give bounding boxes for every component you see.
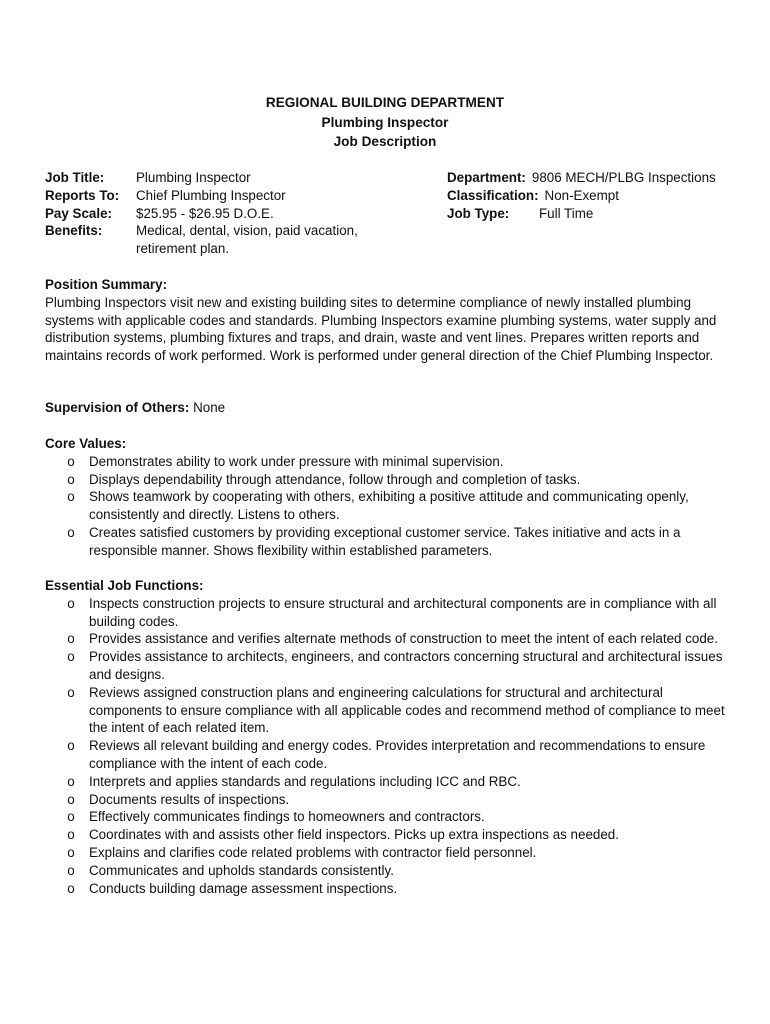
list-item-text: Inspects construction projects to ensure structural and architectural components are in compliance with all building codes. <box>89 595 717 629</box>
bullet-icon: o <box>67 471 75 487</box>
list-item-text: Provides assistance to architects, engineers, and contractors concerning structural and architectural issues and designs. <box>89 649 723 682</box>
info-value: Plumbing Inspector <box>136 170 251 185</box>
list-item <box>45 453 730 471</box>
list-item <box>45 737 730 773</box>
bullet-icon: o <box>67 862 75 878</box>
list-item-text: Shows teamwork by cooperating with others, exhibiting a positive attitude and communicating openly, consistently and directly. Listens to others. <box>89 489 689 523</box>
info-row-reports-to <box>45 187 425 205</box>
job-title-heading: Plumbing Inspector <box>321 114 449 130</box>
supervision-label: Supervision of Others: <box>45 400 190 415</box>
list-item-text: Displays dependability through attendance, follow through and completion of tasks. <box>89 471 581 487</box>
list-item <box>45 844 730 862</box>
core-values-title: Core Values: <box>45 436 127 451</box>
info-value: Non-Exempt <box>544 187 619 203</box>
info-value: Chief Plumbing Inspector <box>136 187 286 203</box>
info-value: $25.95 - $26.95 D.O.E. <box>136 205 274 221</box>
bullet-icon: o <box>67 844 75 860</box>
list-item-text: Communicates and upholds standards consistently. <box>89 862 394 878</box>
essential-functions-section <box>45 577 730 897</box>
info-row-benefits <box>45 222 425 258</box>
organization-name: REGIONAL BUILDING DEPARTMENT <box>265 95 505 110</box>
position-summary-text: Plumbing Inspectors visit new and existing building sites to determine compliance of newly installed plumbing systems with applicable codes and standards. Plumbing Inspectors examine plumbing systems, water supply and distribution systems, plumbing fixtures and traps, and drain, waste and vent lines. Prepares written reports and maintains records of work performed. Work is performed under general direction of the Chief Plumbing Inspector. <box>45 294 717 364</box>
list-item <box>45 773 730 791</box>
list-item-text: Reviews assigned construction plans and engineering calculations for structural and architectural components to ensure compliance with all applicable codes and recommend method of compliance to meet the intent of each related item. <box>89 684 725 736</box>
list-item-text: Demonstrates ability to work under pressure with minimal supervision. <box>89 453 504 469</box>
info-label: Pay Scale: <box>45 205 112 221</box>
bullet-icon: o <box>67 738 75 754</box>
core-values-list <box>45 453 730 560</box>
list-item-text: Conducts building damage assessment inspections. <box>89 880 398 896</box>
info-row-job-type <box>447 205 757 223</box>
list-item-text: Effectively communicates findings to homeowners and contractors. <box>89 809 485 825</box>
bullet-icon: o <box>67 453 75 469</box>
info-label: Benefits: <box>45 223 103 239</box>
list-item-text: Interprets and applies standards and regulations including ICC and RBC. <box>89 773 521 789</box>
list-item <box>45 791 730 809</box>
info-label: Classification: <box>447 187 539 203</box>
position-summary-title: Position Summary: <box>45 277 168 292</box>
document-subtitle: Job Description <box>333 134 437 149</box>
list-item-text: Explains and clarifies code related problems with contractor field personnel. <box>89 844 537 860</box>
document-header <box>0 93 770 152</box>
list-item <box>45 595 730 631</box>
bullet-icon: o <box>67 809 75 825</box>
bullet-icon: o <box>67 791 75 807</box>
bullet-icon: o <box>67 524 75 540</box>
list-item-text: Documents results of inspections. <box>89 791 290 807</box>
info-value: 9806 MECH/PLBG Inspections <box>531 170 716 185</box>
list-item-text: Provides assistance and verifies alternate methods of construction to meet the intent of each related code. <box>89 631 718 647</box>
list-item-text: Reviews all relevant building and energy codes. Provides interpretation and recommendations to ensure compliance with the intent of each code. <box>89 738 706 771</box>
bullet-icon: o <box>67 631 75 647</box>
bullet-icon: o <box>67 880 75 896</box>
info-row-department <box>447 169 757 187</box>
bullet-icon: o <box>67 489 75 505</box>
core-values-section <box>45 435 730 560</box>
essential-functions-list <box>45 595 730 898</box>
supervision-value: None <box>193 400 226 415</box>
list-item <box>45 684 730 737</box>
position-summary-section <box>45 276 730 365</box>
info-value: Full Time <box>539 205 594 221</box>
list-item <box>45 524 730 560</box>
bullet-icon: o <box>67 595 75 611</box>
bullet-icon: o <box>67 773 75 789</box>
info-label: Reports To: <box>45 187 120 203</box>
info-value: Medical, dental, vision, paid vacation, retirement plan. <box>136 223 358 257</box>
list-item <box>45 826 730 844</box>
list-item <box>45 808 730 826</box>
list-item <box>45 630 730 648</box>
list-item <box>45 862 730 880</box>
supervision-section <box>45 399 730 417</box>
info-row-job-title <box>45 169 425 187</box>
info-label: Job Type: <box>447 205 510 221</box>
list-item <box>45 471 730 489</box>
info-row-classification <box>447 187 757 205</box>
bullet-icon: o <box>67 684 75 700</box>
info-label: Department: <box>447 170 526 185</box>
info-block-right <box>447 169 757 222</box>
info-label: Job Title: <box>45 170 105 185</box>
list-item-text: Coordinates with and assists other field inspectors. Picks up extra inspections as needed. <box>89 827 619 843</box>
list-item <box>45 488 730 524</box>
list-item <box>45 648 730 684</box>
essential-functions-title: Essential Job Functions: <box>45 578 204 593</box>
info-block-left <box>45 169 425 258</box>
bullet-icon: o <box>67 649 75 665</box>
list-item <box>45 880 730 898</box>
list-item-text: Creates satisfied customers by providing exceptional customer service. Takes initiative and acts in a responsible manner. Shows flexibility within established parameters. <box>89 524 681 558</box>
bullet-icon: o <box>67 827 75 843</box>
info-row-pay-scale <box>45 205 425 223</box>
